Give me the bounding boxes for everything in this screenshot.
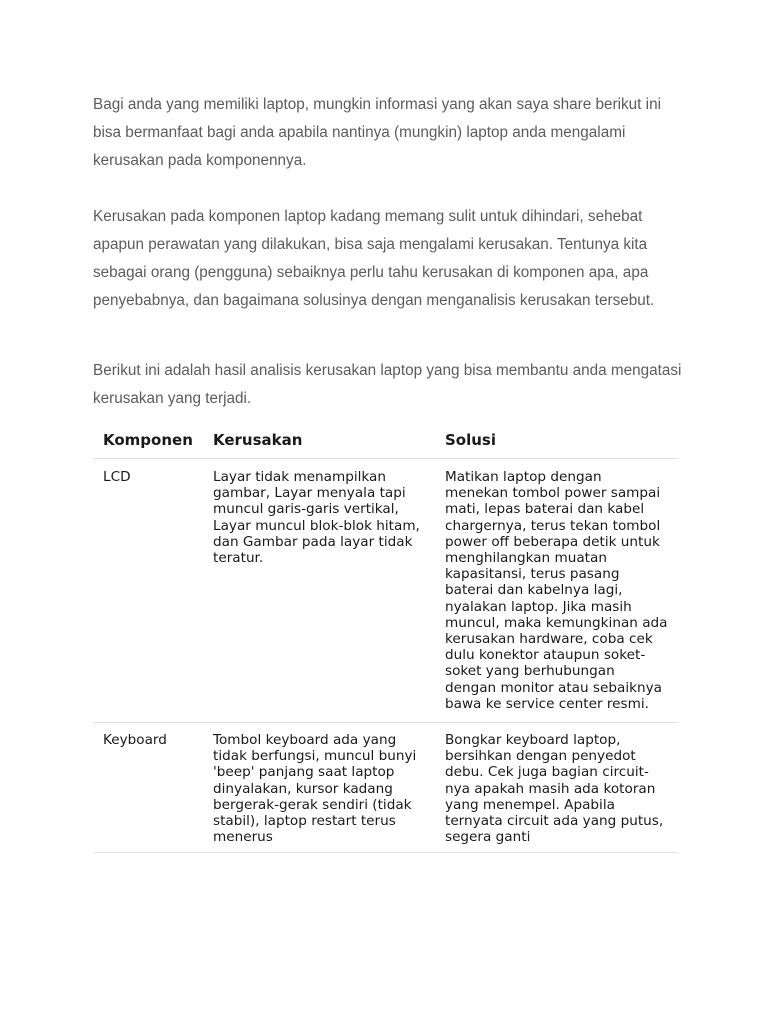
cell-komponen: LCD [93,459,203,723]
cell-komponen: Keyboard [93,723,203,853]
table-row [93,459,678,723]
table-row [93,723,678,853]
header-komponen-label: Komponen [103,431,193,449]
cell-solusi: Matikan laptop dengan menekan tombol power sampai mati, lepas baterai dan kabel chargernya, terus tekan tombol power off beberapa detik untuk menghilangkan muatan kapasitansi, terus pasang baterai dan kabelnya lagi, nyalakan laptop. Jika masih muncul, maka kemungkinan ada kerusakan hardware, coba cek dulu konektor ataupun soket-soket yang berhubungan dengan monitor atau sebaiknya bawa ke service center resmi. [435,459,678,723]
damage-analysis-table [93,424,678,853]
context-paragraph: Kerusakan pada komponen laptop kadang memang sulit untuk dihindari, sehebat apapun perawatan yang dilakukan, bisa saja mengalami kerusakan. Tentunya kita sebagai orang (pengguna) sebaiknya perlu tahu kerusakan di komponen apa, apa penyebabnya, dan bagaimana solusinya dengan menganalisis kerusakan tersebut. [93,208,655,309]
table-header-row [93,424,678,459]
table-intro-paragraph: Berikut ini adalah hasil analisis kerusakan laptop yang bisa membantu anda mengatasi kerusakan yang terjadi. [93,362,682,407]
header-solusi: Solusi [435,424,678,459]
cell-kerusakan: Tombol keyboard ada yang tidak berfungsi, muncul bunyi 'beep' panjang saat laptop dinyalakan, kursor kadang bergerak-gerak sendiri (tidak stabil), laptop restart terus menerus [203,723,435,853]
cell-solusi: Bongkar keyboard laptop, bersihkan dengan penyedot debu. Cek juga bagian circuit-nya apakah masih ada kotoran yang menempel. Apabila ternyata circuit ada yang putus, segera ganti [435,723,678,853]
header-kerusakan: Kerusakan [203,424,435,459]
header-komponen [93,424,203,459]
intro-paragraph: Bagi anda yang memiliki laptop, mungkin informasi yang akan saya share berikut ini bisa bermanfaat bagi anda apabila nantinya (mungkin) laptop anda mengalami kerusakan pada komponennya. [93,96,661,169]
cell-kerusakan: Layar tidak menampilkan gambar, Layar menyala tapi muncul garis-garis vertikal, Layar muncul blok-blok hitam, dan Gambar pada layar tidak teratur. [203,459,435,723]
